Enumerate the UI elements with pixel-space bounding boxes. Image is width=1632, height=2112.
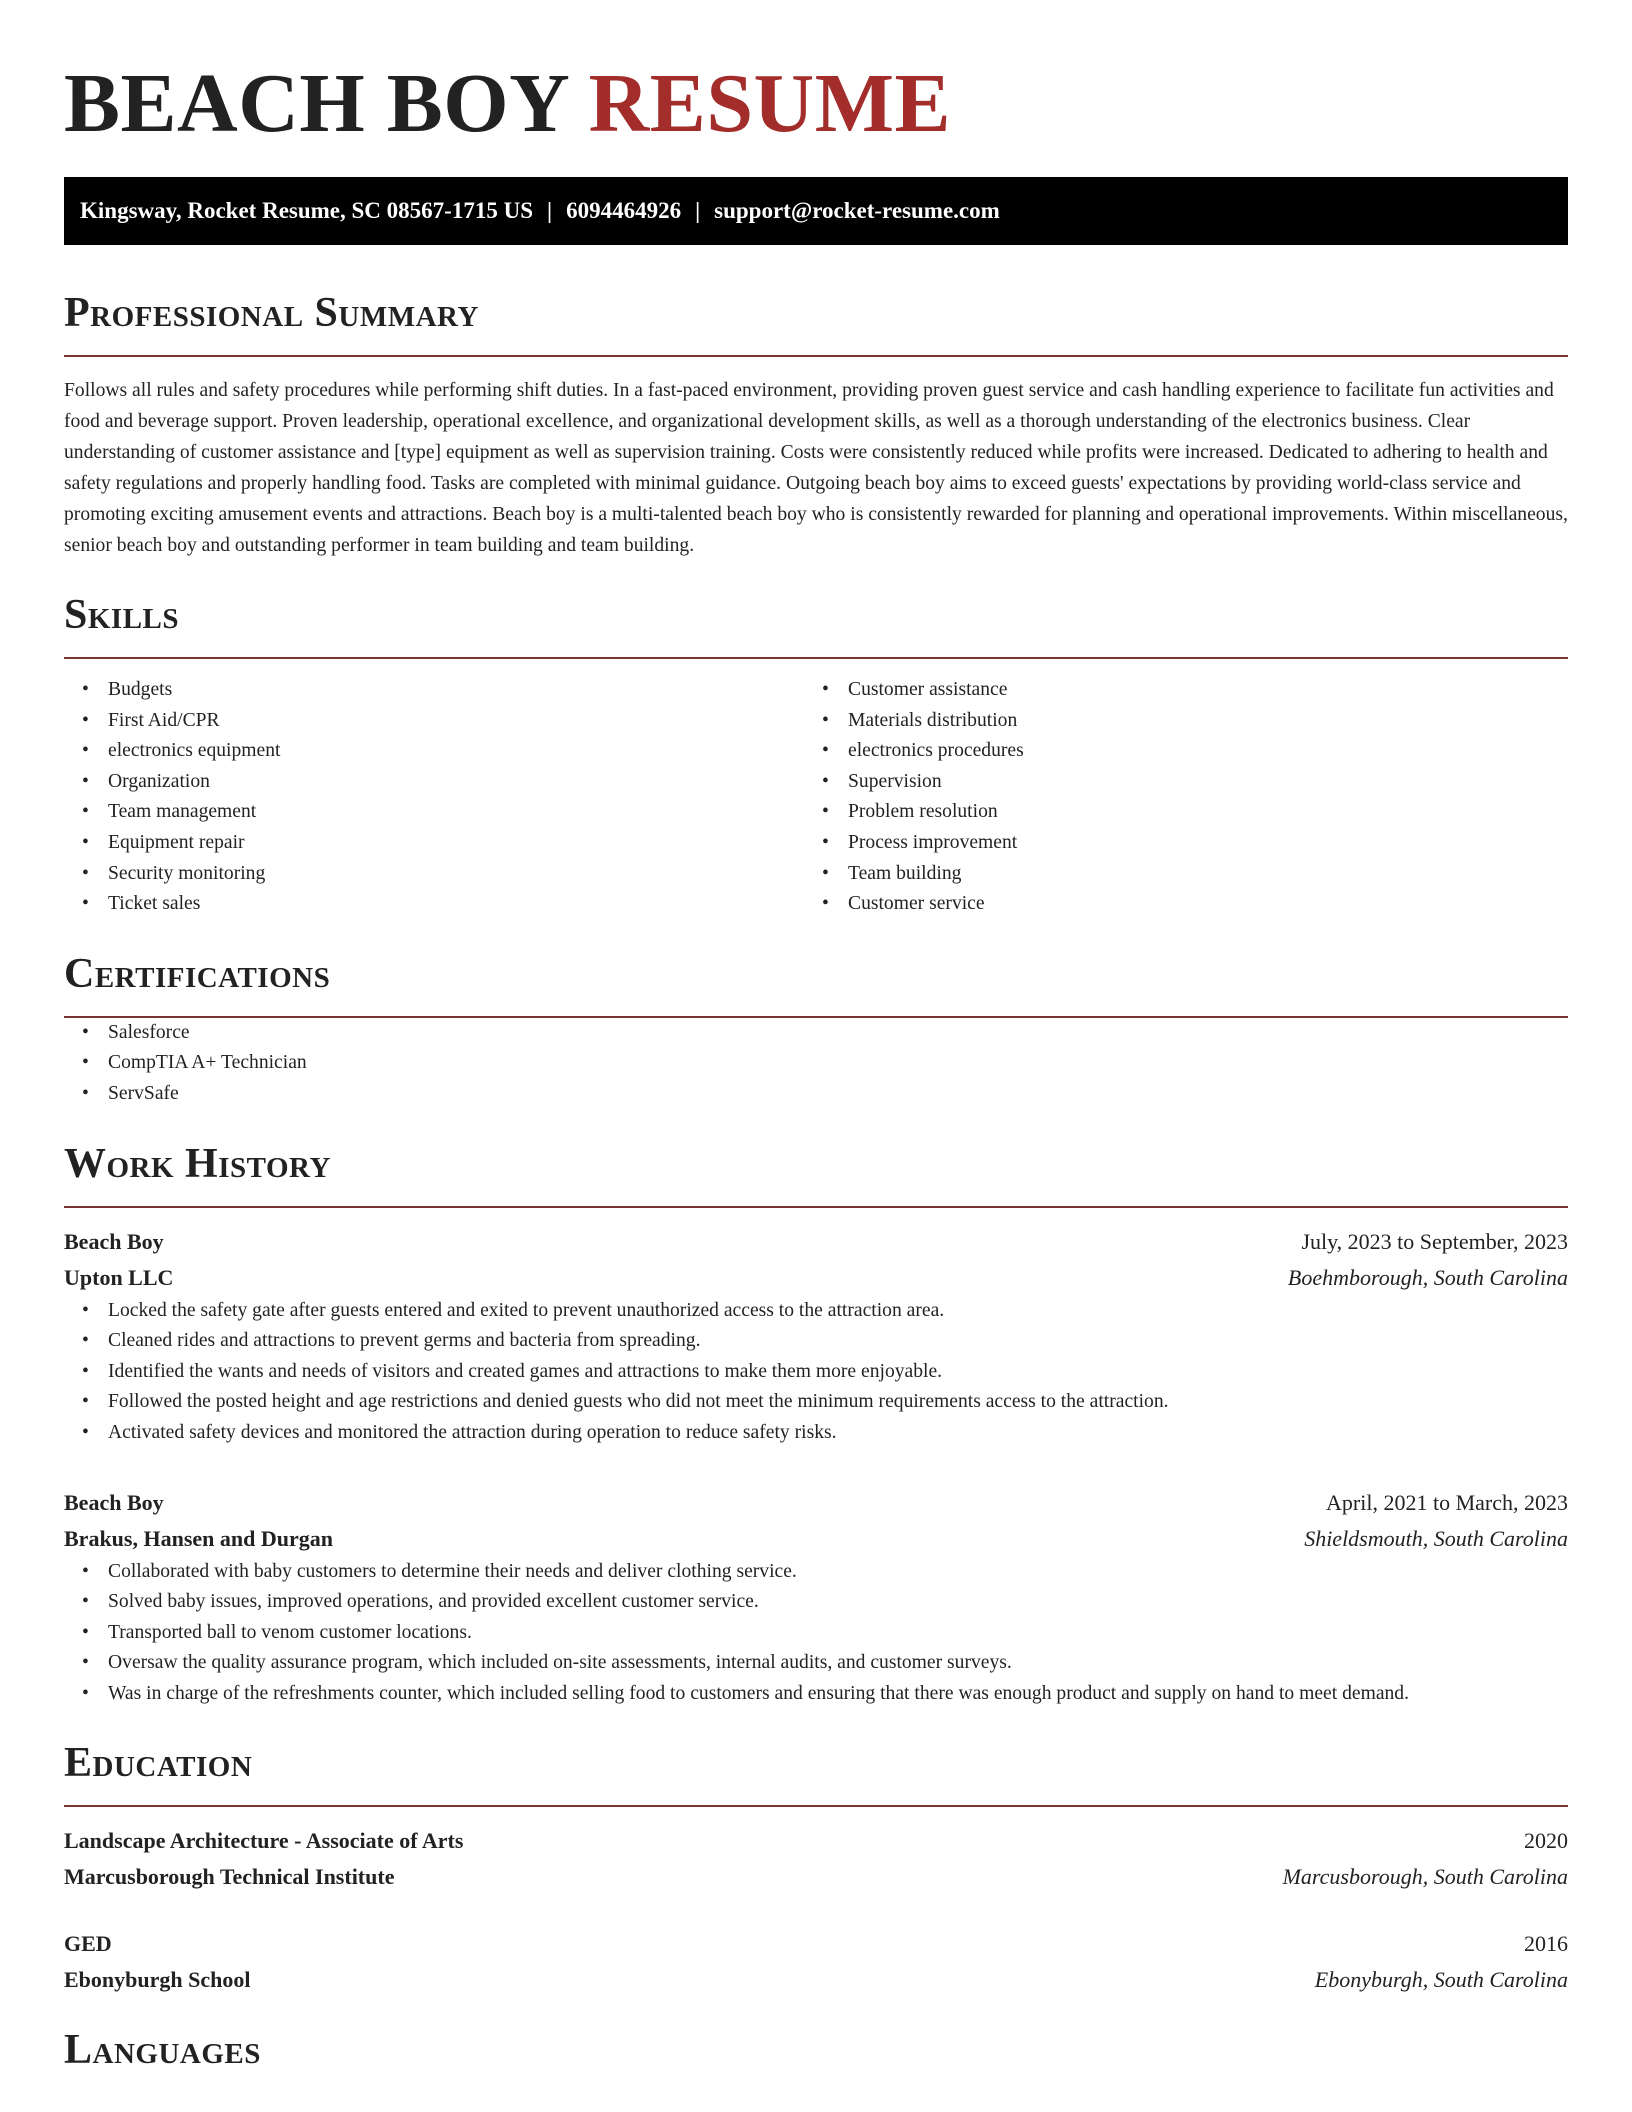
skill-item [64, 706, 804, 737]
certification-label: CompTIA A+ Technician [108, 1052, 307, 1074]
education-entry [64, 1823, 1568, 1895]
bullet-icon: • [82, 862, 89, 884]
skill-item [804, 889, 1544, 920]
contact-separator: | [546, 198, 553, 223]
certifications-section [64, 950, 1568, 1110]
skill-label: electronics procedures [848, 740, 1024, 762]
bullet-icon: • [82, 1330, 89, 1352]
section-divider [64, 657, 1568, 659]
job-duty-item [64, 1587, 1568, 1618]
bullet-icon: • [82, 1682, 89, 1704]
bullet-icon: • [822, 862, 829, 884]
skill-label: Ticket sales [108, 893, 201, 915]
job-company-row [64, 1521, 1568, 1557]
job-duty-item [64, 1418, 1568, 1449]
skills-section [64, 591, 1568, 920]
section-title-summary: Professional Summary [64, 290, 479, 336]
education-degree-row [64, 1926, 1568, 1962]
skills-column-left [64, 675, 804, 920]
certification-item [64, 1079, 1568, 1110]
certifications-list [64, 1018, 1568, 1110]
job-duties-list [64, 1296, 1568, 1449]
job-duty-item [64, 1357, 1568, 1388]
education-year: 2016 [1524, 1931, 1568, 1957]
job-duty-item [64, 1679, 1568, 1710]
skill-item [64, 767, 804, 798]
section-title-certifications: Certifications [64, 950, 331, 997]
section-title-work-history: Work History [64, 1140, 331, 1187]
skill-item [64, 736, 804, 767]
job-company: Upton LLC [64, 1264, 174, 1290]
bullet-icon: • [82, 770, 89, 792]
section-divider [64, 1805, 1568, 1807]
contact-email[interactable]: support@rocket-resume.com [714, 198, 1000, 223]
job-duty-item [64, 1557, 1568, 1588]
resume-content [64, 56, 1568, 2074]
bullet-icon: • [82, 709, 89, 731]
job-duty-text: Cleaned rides and attractions to prevent germs and bacteria from spreading. [108, 1330, 701, 1352]
skill-label: Organization [108, 770, 210, 792]
certification-item [64, 1048, 1568, 1079]
education-degree: GED [64, 1931, 112, 1957]
resume-name [64, 56, 1568, 152]
bullet-icon: • [82, 831, 89, 853]
job-location: Boehmborough, South Carolina [1287, 1264, 1568, 1290]
skill-item [64, 828, 804, 859]
education-entry [64, 1926, 1568, 1998]
section-title-skills: Skills [64, 592, 180, 638]
skill-label: Equipment repair [108, 831, 245, 853]
name-last: RESUME [588, 57, 952, 150]
skill-label: Process improvement [848, 831, 1018, 853]
skill-item [804, 706, 1544, 737]
skill-item [804, 859, 1544, 890]
job-duty-text: Solved baby issues, improved operations, and provided excellent customer service. [108, 1591, 759, 1613]
bullet-icon: • [822, 801, 829, 823]
job-dates: April, 2021 to March, 2023 [1326, 1489, 1568, 1515]
summary-section [64, 289, 1568, 561]
skill-item [804, 736, 1544, 767]
skill-item [804, 767, 1544, 798]
section-title-languages: Languages [64, 2027, 261, 2074]
bullet-icon: • [82, 1021, 89, 1043]
job-duty-item [64, 1648, 1568, 1679]
skill-label: Security monitoring [108, 862, 266, 884]
job-entry [64, 1224, 1568, 1449]
job-duty-text: Locked the safety gate after guests entered and exited to prevent unauthorized access to the attraction area. [108, 1299, 945, 1321]
section-divider [64, 1206, 1568, 1208]
skill-label: Budgets [108, 679, 173, 700]
skill-item [64, 797, 804, 828]
job-duty-item [64, 1387, 1568, 1418]
skill-label: Team building [848, 862, 962, 884]
job-duty-text: Identified the wants and needs of visitors and created games and attractions to make them more enjoyable. [108, 1360, 943, 1382]
bullet-icon: • [82, 893, 89, 915]
job-header-row [64, 1224, 1568, 1260]
job-title: Beach Boy [64, 1489, 164, 1515]
bullet-icon: • [82, 1299, 89, 1321]
skills-list-right [804, 675, 1544, 920]
job-duty-text: Was in charge of the refreshments counter, which included selling food to customers and ensuring that there was enough product and supply on hand to meet demand. [108, 1682, 1410, 1704]
bullet-icon: • [822, 679, 829, 700]
education-location: Marcusborough, South Carolina [1282, 1864, 1568, 1890]
skill-item [804, 797, 1544, 828]
job-entry [64, 1485, 1568, 1710]
bullet-icon: • [82, 740, 89, 762]
job-company-row [64, 1260, 1568, 1296]
section-divider [64, 355, 1568, 357]
bullet-icon: • [822, 709, 829, 731]
skill-item [64, 889, 804, 920]
skills-column-right [804, 675, 1544, 920]
bullet-icon: • [822, 740, 829, 762]
job-header-row [64, 1485, 1568, 1521]
contact-separator: | [695, 198, 701, 223]
job-duty-item [64, 1296, 1568, 1327]
skill-item [804, 675, 1544, 706]
skill-label: Problem resolution [848, 801, 998, 823]
education-school-row [64, 1859, 1568, 1895]
job-duty-text: Oversaw the quality assurance program, which included on-site assessments, internal audits, and customer surveys. [108, 1652, 1012, 1674]
name-first: BEACH BOY [64, 57, 568, 150]
bullet-icon: • [82, 1082, 89, 1104]
bullet-icon: • [82, 1052, 89, 1074]
contact-phone[interactable]: 6094464926 [566, 198, 682, 223]
job-duty-text: Transported ball to venom customer locations. [108, 1621, 472, 1643]
bullet-icon: • [82, 1391, 89, 1413]
bullet-icon: • [82, 1360, 89, 1382]
bullet-icon: • [82, 1421, 89, 1443]
skills-list-left [64, 675, 804, 920]
bullet-icon: • [82, 679, 89, 700]
education-school: Ebonyburgh School [64, 1967, 251, 1993]
education-school: Marcusborough Technical Institute [64, 1864, 395, 1890]
job-duty-text: Followed the posted height and age restrictions and denied guests who did not meet the minimum requirements access to the attraction. [108, 1391, 1169, 1413]
bullet-icon: • [822, 893, 829, 915]
bullet-icon: • [822, 831, 829, 853]
education-degree: Landscape Architecture - Associate of Arts [64, 1828, 464, 1854]
contact-bar [64, 177, 1568, 245]
section-title-education: Education [64, 1740, 253, 1787]
skill-label: Supervision [848, 770, 942, 792]
job-dates: July, 2023 to September, 2023 [1301, 1228, 1568, 1254]
job-company: Brakus, Hansen and Durgan [64, 1525, 333, 1551]
skills-grid [64, 675, 1568, 920]
bullet-icon: • [82, 1652, 89, 1674]
job-duty-item [64, 1618, 1568, 1649]
job-duty-item [64, 1326, 1568, 1357]
skill-label: Materials distribution [848, 709, 1018, 731]
education-section [64, 1739, 1568, 1998]
education-location: Ebonyburgh, South Carolina [1314, 1967, 1568, 1993]
bullet-icon: • [82, 1560, 89, 1582]
languages-section [64, 2026, 1568, 2074]
bullet-icon: • [82, 1621, 89, 1643]
job-duty-text: Collaborated with baby customers to determine their needs and deliver clothing service. [108, 1560, 797, 1582]
work-history-section [64, 1140, 1568, 1710]
job-duties-list [64, 1557, 1568, 1710]
skill-label: electronics equipment [108, 740, 281, 762]
skill-label: Team management [108, 801, 257, 823]
certification-label: Salesforce [108, 1021, 190, 1043]
education-school-row [64, 1962, 1568, 1998]
bullet-icon: • [822, 770, 829, 792]
bullet-icon: • [82, 1591, 89, 1613]
certification-label: ServSafe [108, 1082, 179, 1104]
bullet-icon: • [82, 801, 89, 823]
skill-item [64, 859, 804, 890]
job-location: Shieldsmouth, South Carolina [1304, 1525, 1568, 1551]
skill-label: Customer assistance [848, 679, 1008, 700]
skill-item [64, 675, 804, 706]
job-title: Beach Boy [64, 1228, 164, 1254]
skill-item [804, 828, 1544, 859]
job-duty-text: Activated safety devices and monitored the attraction during operation to reduce safety risks. [108, 1421, 837, 1443]
education-year: 2020 [1524, 1828, 1568, 1854]
certification-item [64, 1018, 1568, 1049]
education-degree-row [64, 1823, 1568, 1859]
skill-label: Customer service [848, 893, 985, 915]
contact-address: Kingsway, Rocket Resume, SC 08567-1715 US [80, 198, 533, 223]
summary-text: Follows all rules and safety procedures while performing shift duties. In a fast-paced environment, providing proven guest service and cash handling experience to facilitate fun activities and food and beverage support. Proven leadership, operational excellence, and organizational development skills, as well as a thorough understanding of the electronics business. Clear understanding of customer assistance and [type] equipment as well as supervision training. Costs were consistently reduced while profits were increased. Dedicated to adhering to health and safety regulations and properly handling food. Tasks are completed with minimal guidance. Outgoing beach boy aims to exceed guests' expectations by providing world-class service and promoting exciting amusement events and attractions. Beach boy is a multi-talented beach boy who is consistently rewarded for planning and operational improvements. Within miscellaneous, senior beach boy and outstanding performer in team building and team building. [64, 380, 1568, 556]
skill-label: First Aid/CPR [108, 709, 220, 731]
